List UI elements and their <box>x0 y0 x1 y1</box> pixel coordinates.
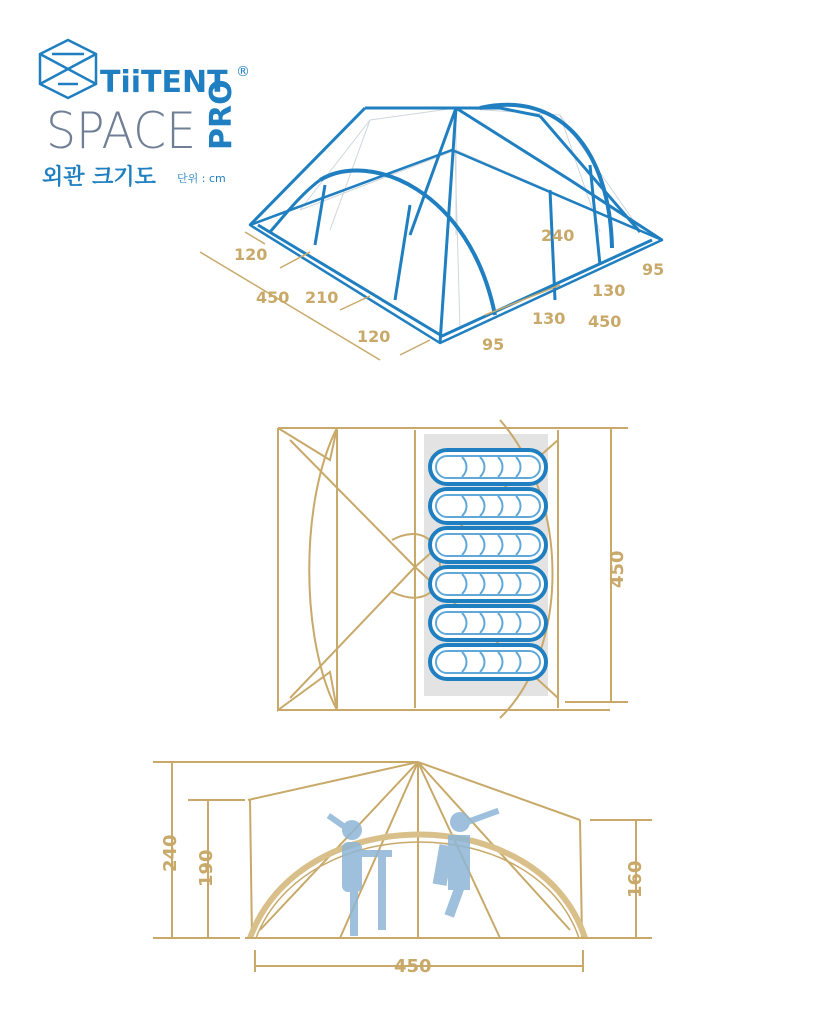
hexagon-logo-icon <box>40 40 96 98</box>
sleeping-bag <box>430 606 546 640</box>
dim-perspective-240: 240 <box>541 226 575 245</box>
person-silhouette-right <box>433 808 500 918</box>
dim-perspective-450-right: 450 <box>588 312 622 331</box>
tent-side-outline <box>153 762 652 972</box>
dim-side-height-inner: 190 <box>196 849 217 887</box>
sleeping-bag <box>430 450 546 484</box>
brand-name: TiiTENT <box>100 65 228 100</box>
side-view <box>153 762 652 977</box>
dim-perspective-210: 210 <box>305 288 339 307</box>
product-suffix: PRO <box>204 79 239 150</box>
dim-side-height-end: 160 <box>625 860 646 898</box>
dim-perspective-130-right: 130 <box>592 281 626 300</box>
dim-perspective-120-bottom: 120 <box>357 327 391 346</box>
perspective-view <box>200 105 664 360</box>
unit-label: 단위 : cm <box>177 172 226 185</box>
brand-logo <box>40 40 250 190</box>
dim-perspective-120-top: 120 <box>234 245 268 264</box>
sleeping-bag <box>430 567 546 601</box>
product-name: SPACE <box>46 102 196 160</box>
diagram-title: 외관 크기도 <box>42 165 156 190</box>
sleeping-bag <box>430 645 546 679</box>
dim-top-depth: 450 <box>607 550 628 588</box>
person-silhouette-left <box>327 813 392 936</box>
registered-mark: ® <box>236 64 250 80</box>
dim-side-height-total: 240 <box>160 834 181 872</box>
dim-perspective-95-right: 95 <box>642 260 665 279</box>
dim-perspective-130-bottom: 130 <box>532 309 566 328</box>
sleeping-bag <box>430 489 546 523</box>
dim-perspective-95-bottom: 95 <box>482 335 505 354</box>
dim-perspective-450-left: 450 <box>256 288 290 307</box>
top-view <box>278 420 628 718</box>
sleeping-bag <box>430 528 546 562</box>
dim-side-length: 450 <box>394 956 432 977</box>
